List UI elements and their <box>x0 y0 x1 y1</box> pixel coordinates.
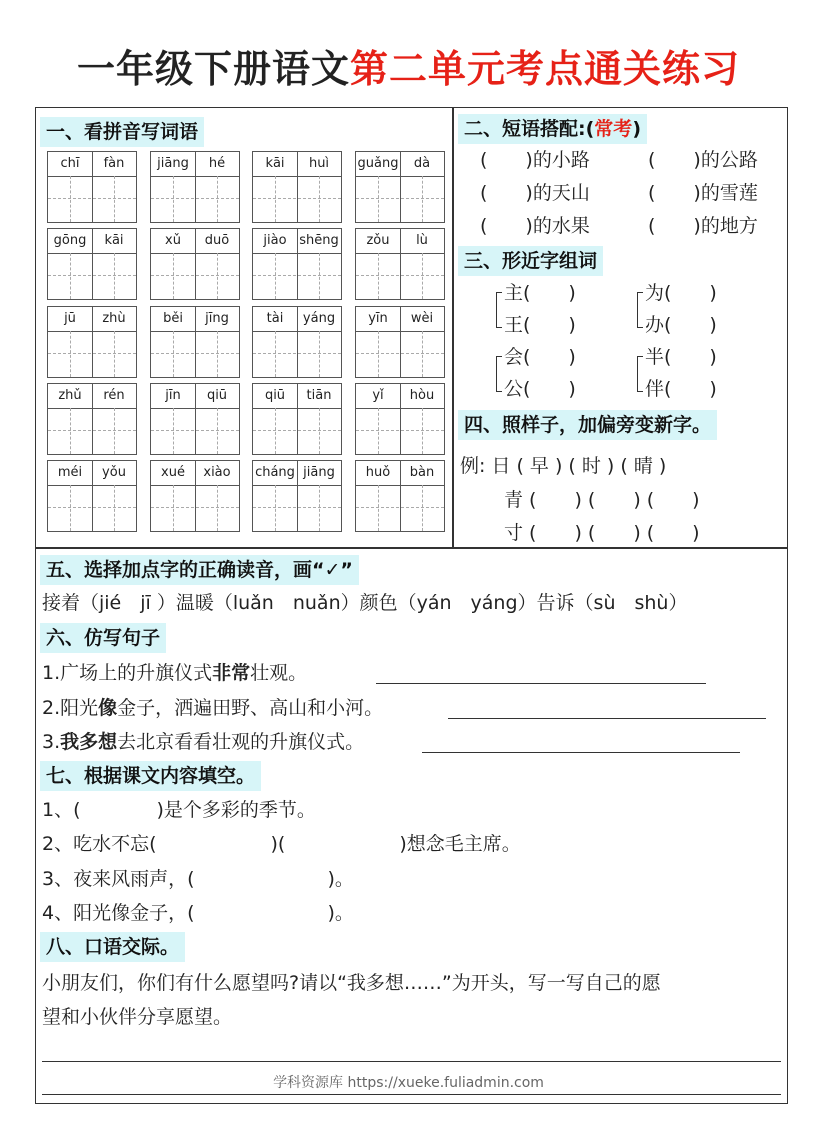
grid-guide-line <box>275 485 276 531</box>
pinyin-box[interactable] <box>47 383 137 455</box>
grid-guide-line <box>114 331 115 377</box>
grid-guide-line <box>173 408 174 454</box>
pinyin-box[interactable] <box>47 228 137 300</box>
grid-guide-line <box>195 152 196 222</box>
grid-guide-line <box>356 275 444 276</box>
section3-heading: 三、形近字组词 <box>458 246 603 276</box>
section5-heading: 五、选择加点字的正确读音，画“✓” <box>40 555 359 585</box>
pinyin-syllable: fàn <box>103 156 125 171</box>
similar-char-3a: 会( ) <box>504 346 576 368</box>
grid-guide-line <box>422 253 423 299</box>
pinyin-syllable: shēng <box>299 233 339 248</box>
imitate-sentence-1 <box>42 660 307 686</box>
pinyin-syllable: kāi <box>265 156 285 171</box>
sentence3-keyword: 我多想 <box>60 731 118 753</box>
grid-guide-line <box>356 507 444 508</box>
grid-guide-line <box>275 253 276 299</box>
pinyin-syllable: xǔ <box>165 233 181 248</box>
section4-heading: 四、照样子，加偏旁变新字。 <box>458 410 717 440</box>
section7-heading: 七、根据课文内容填空。 <box>40 761 261 791</box>
grid-guide-line <box>400 229 401 299</box>
grid-guide-line <box>92 307 93 377</box>
grid-guide-line <box>92 152 93 222</box>
pinyin-syllable: jū <box>64 311 76 326</box>
pinyin-syllable: zhù <box>102 311 126 326</box>
grid-guide-line <box>297 229 298 299</box>
grid-guide-line <box>48 507 136 508</box>
pinyin-box[interactable] <box>252 383 342 455</box>
pinyin-box[interactable] <box>150 460 240 532</box>
sentence3-post: 去北京看看壮观的升旗仪式。 <box>117 731 365 753</box>
grid-guide-line <box>48 275 136 276</box>
pinyin-syllable: tài <box>266 311 284 326</box>
sentence2-post: 金子，洒遍田野、高山和小河。 <box>117 697 384 719</box>
grid-guide-line <box>151 353 239 354</box>
pinyin-syllable: rén <box>103 388 125 403</box>
pinyin-syllable: huì <box>308 156 330 171</box>
grid-guide-line <box>217 485 218 531</box>
similar-char-1a: 主( ) <box>504 282 576 304</box>
grid-guide-line <box>151 507 239 508</box>
phrase-6: ( )的地方 <box>648 215 758 237</box>
pinyin-syllable: chī <box>60 156 80 171</box>
fill-line-2: 2、吃水不忘( )( )想念毛主席。 <box>42 833 521 855</box>
answer-line-3[interactable] <box>422 752 740 753</box>
answer-line-2[interactable] <box>448 718 766 719</box>
grid-guide-line <box>356 353 444 354</box>
fill-line-3: 3、夜来风雨声，( )。 <box>42 868 354 890</box>
grid-guide-line <box>48 353 136 354</box>
pinyin-box[interactable] <box>355 460 445 532</box>
pinyin-box[interactable] <box>47 460 137 532</box>
sentence1-pre: 1.广场上的升旗仪式 <box>42 662 213 684</box>
brace-2 <box>637 292 643 328</box>
pinyin-syllable: jiào <box>263 233 287 248</box>
grid-guide-line <box>151 430 239 431</box>
section-divider <box>35 547 788 549</box>
grid-guide-line <box>253 430 341 431</box>
sentence2-pre: 2.阳光 <box>42 697 99 719</box>
similar-char-2a: 为( ) <box>645 282 717 304</box>
grid-guide-line <box>217 253 218 299</box>
pinyin-box[interactable] <box>150 228 240 300</box>
pinyin-syllable: běi <box>163 311 183 326</box>
grid-guide-line <box>70 408 71 454</box>
grid-guide-line <box>70 176 71 222</box>
imitate-sentence-2 <box>42 695 383 721</box>
grid-guide-line <box>319 331 320 377</box>
grid-guide-line <box>92 229 93 299</box>
pinyin-syllable: hé <box>208 156 226 171</box>
pinyin-syllable: jīng <box>205 311 229 326</box>
sentence1-post: 壮观。 <box>250 662 308 684</box>
pinyin-syllable: duō <box>204 233 230 248</box>
grid-guide-line <box>195 229 196 299</box>
fill-line-1: 1、( )是个多彩的季节。 <box>42 799 316 821</box>
grid-guide-line <box>70 253 71 299</box>
grid-guide-line <box>195 461 196 531</box>
phrase-2: ( )的公路 <box>648 149 758 171</box>
pinyin-syllable: wèi <box>410 311 434 326</box>
title-part1: 一年级下册语文 <box>76 47 350 91</box>
grid-guide-line <box>400 152 401 222</box>
pinyin-box[interactable] <box>252 306 342 378</box>
grid-guide-line <box>319 176 320 222</box>
answer-line-1[interactable] <box>376 683 706 684</box>
grid-guide-line <box>297 152 298 222</box>
grid-guide-line <box>195 384 196 454</box>
pinyin-box[interactable] <box>355 306 445 378</box>
grid-guide-line <box>297 307 298 377</box>
similar-char-3b: 公( ) <box>504 378 576 400</box>
pinyin-syllable: qiū <box>206 388 228 403</box>
grid-guide-line <box>173 253 174 299</box>
pinyin-syllable: hòu <box>409 388 435 403</box>
pinyin-box[interactable] <box>47 306 137 378</box>
grid-guide-line <box>217 408 218 454</box>
pinyin-syllable: lù <box>416 233 428 248</box>
grid-guide-line <box>400 461 401 531</box>
grid-guide-line <box>422 331 423 377</box>
pinyin-syllable: yīn <box>368 311 388 326</box>
column-divider <box>452 108 454 548</box>
fill-line-4: 4、阳光像金子，( )。 <box>42 902 354 924</box>
pinyin-syllable: cháng <box>255 465 295 480</box>
pinyin-syllable: gōng <box>53 233 87 248</box>
grid-guide-line <box>151 198 239 199</box>
grid-guide-line <box>253 507 341 508</box>
phrase-3: ( )的天山 <box>480 182 590 204</box>
oral-prompt-line1: 小朋友们，你们有什么愿望吗?请以“我多想……”为开头，写一写自己的愿 <box>42 972 661 994</box>
radical-line-2: 寸 ( ) ( ) ( ) <box>504 522 700 544</box>
pinyin-box[interactable] <box>252 228 342 300</box>
grid-guide-line <box>114 253 115 299</box>
grid-guide-line <box>217 176 218 222</box>
similar-char-1b: 王( ) <box>504 314 576 336</box>
pinyin-syllable: xiào <box>203 465 231 480</box>
pinyin-syllable: zǒu <box>366 233 390 248</box>
pinyin-syllable: jiāng <box>303 465 335 480</box>
pinyin-syllable: jīn <box>165 388 181 403</box>
grid-guide-line <box>378 176 379 222</box>
grid-guide-line <box>422 408 423 454</box>
section1-heading: 一、看拼音写词语 <box>40 117 204 147</box>
pinyin-syllable: jiāng <box>157 156 189 171</box>
pinyin-syllable: guǎng <box>357 156 399 171</box>
similar-char-4b: 伴( ) <box>645 378 717 400</box>
pinyin-box[interactable] <box>252 151 342 223</box>
grid-guide-line <box>114 408 115 454</box>
pinyin-box[interactable] <box>355 228 445 300</box>
pinyin-syllable: tiān <box>306 388 332 403</box>
brace-1 <box>496 292 502 328</box>
grid-guide-line <box>275 331 276 377</box>
title-part2: 第二单元考点通关练习 <box>350 47 741 91</box>
grid-guide-line <box>253 198 341 199</box>
section8-heading: 八、口语交际。 <box>40 932 185 962</box>
grid-guide-line <box>400 384 401 454</box>
section2-tag: 常考 <box>594 118 633 140</box>
pinyin-box[interactable] <box>150 306 240 378</box>
grid-guide-line <box>48 198 136 199</box>
writing-line-1[interactable] <box>42 1061 781 1062</box>
grid-guide-line <box>356 430 444 431</box>
writing-line-2[interactable] <box>42 1094 781 1095</box>
pinyin-box[interactable] <box>150 151 240 223</box>
pinyin-box[interactable] <box>355 151 445 223</box>
grid-guide-line <box>400 307 401 377</box>
pinyin-syllable: zhǔ <box>58 388 82 403</box>
pinyin-syllable: yáng <box>302 311 336 326</box>
grid-guide-line <box>253 353 341 354</box>
section6-heading: 六、仿写句子 <box>40 623 166 653</box>
grid-guide-line <box>173 331 174 377</box>
grid-guide-line <box>319 408 320 454</box>
grid-guide-line <box>319 485 320 531</box>
pinyin-syllable: qiū <box>264 388 286 403</box>
grid-guide-line <box>378 485 379 531</box>
pinyin-syllable: dà <box>413 156 431 171</box>
grid-guide-line <box>422 176 423 222</box>
pinyin-syllable: yǐ <box>372 388 384 403</box>
section2-tag-open: ( <box>585 118 595 140</box>
section2-heading <box>458 114 647 144</box>
pinyin-syllable: méi <box>57 465 83 480</box>
grid-guide-line <box>297 461 298 531</box>
grid-guide-line <box>378 331 379 377</box>
pinyin-box[interactable] <box>355 383 445 455</box>
section2-tag-close: ) <box>632 118 641 140</box>
grid-guide-line <box>70 331 71 377</box>
sentence1-keyword: 非常 <box>212 662 251 684</box>
radical-line-1: 青 ( ) ( ) ( ) <box>504 489 700 511</box>
radical-example: 例: 日 ( 早 ) ( 时 ) ( 晴 ) <box>460 455 667 477</box>
pinyin-syllable: kāi <box>104 233 124 248</box>
grid-guide-line <box>319 253 320 299</box>
grid-guide-line <box>275 408 276 454</box>
sentence2-keyword: 像 <box>98 697 118 719</box>
pinyin-syllable: bàn <box>409 465 435 480</box>
grid-guide-line <box>114 485 115 531</box>
grid-guide-line <box>195 307 196 377</box>
phrase-1: ( )的小路 <box>480 149 590 171</box>
grid-guide-line <box>253 275 341 276</box>
grid-guide-line <box>70 485 71 531</box>
grid-guide-line <box>378 408 379 454</box>
grid-guide-line <box>48 430 136 431</box>
grid-guide-line <box>92 384 93 454</box>
section2-title: 二、短语搭配: <box>464 118 586 140</box>
grid-guide-line <box>422 485 423 531</box>
grid-guide-line <box>297 384 298 454</box>
footer-watermark: 学科资源库 https://xueke.fuliadmin.com <box>273 1075 544 1091</box>
pinyin-box[interactable] <box>252 460 342 532</box>
page-title <box>0 38 817 93</box>
phrase-4: ( )的雪莲 <box>648 182 758 204</box>
sentence3-pre: 3. <box>42 731 61 753</box>
grid-guide-line <box>151 275 239 276</box>
grid-guide-line <box>92 461 93 531</box>
pinyin-syllable: yǒu <box>102 465 126 480</box>
similar-char-2b: 办( ) <box>645 314 717 336</box>
oral-prompt-line2: 望和小伙伴分享愿望。 <box>42 1006 233 1028</box>
similar-char-4a: 半( ) <box>645 346 717 368</box>
imitate-sentence-3 <box>42 729 364 755</box>
grid-guide-line <box>275 176 276 222</box>
pronunciation-line: 接着（jié jī ）温暖（luǎn nuǎn）颜色（yán yáng）告诉（sù shù） <box>42 592 688 614</box>
pinyin-box[interactable] <box>150 383 240 455</box>
brace-4 <box>637 356 643 392</box>
grid-guide-line <box>173 485 174 531</box>
pinyin-syllable: xué <box>161 465 185 480</box>
pinyin-box[interactable] <box>47 151 137 223</box>
grid-guide-line <box>217 331 218 377</box>
brace-3 <box>496 356 502 392</box>
grid-guide-line <box>114 176 115 222</box>
grid-guide-line <box>378 253 379 299</box>
phrase-5: ( )的水果 <box>480 215 590 237</box>
grid-guide-line <box>356 198 444 199</box>
pinyin-syllable: huǒ <box>365 465 391 480</box>
grid-guide-line <box>173 176 174 222</box>
